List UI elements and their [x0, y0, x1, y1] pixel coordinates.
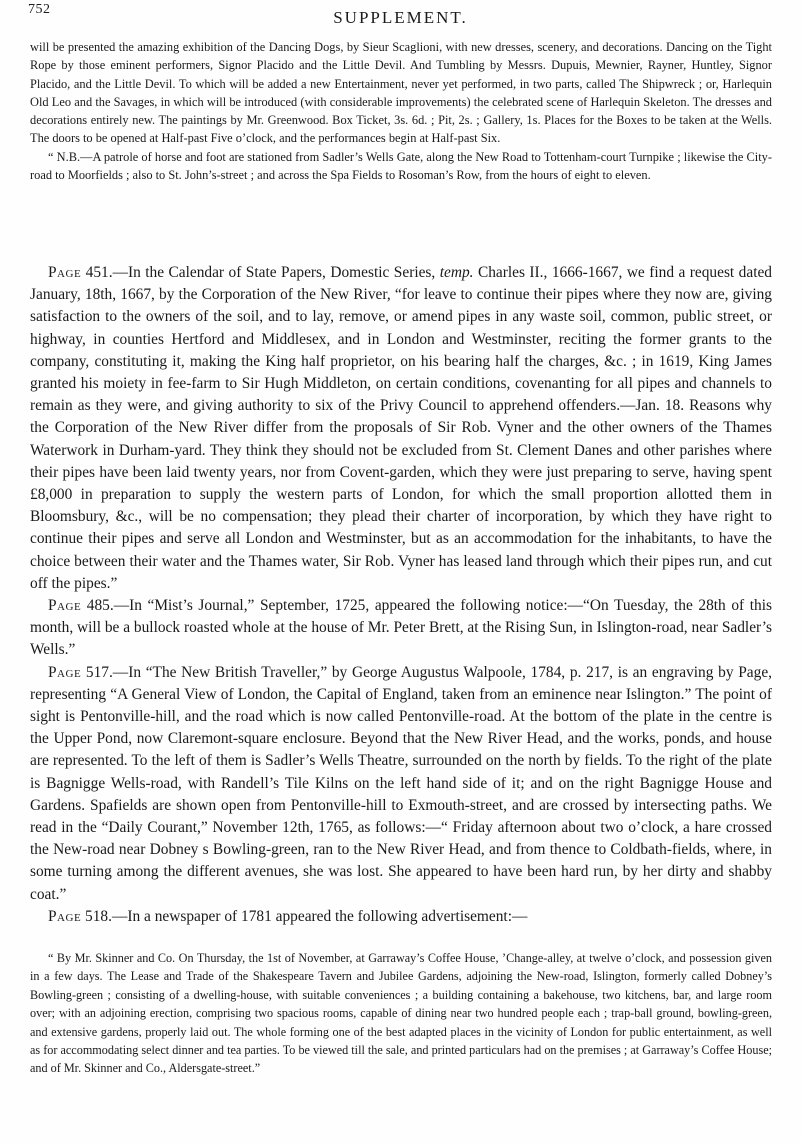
paragraph-page-518 — [30, 906, 772, 928]
paragraph-page-485 — [30, 595, 772, 662]
advertisement-paragraph: “ By Mr. Skinner and Co. On Thursday, the 1st of November, at Garraway’s Coffee House, ’Change-alley, at twelve o’clock, and possession given in a few days. The Lease and Trade of the Shakespeare Tavern and Jubilee Gardens, adjoining the New-road, Islington, formerly called Dobney’s Bowling-green ; consisting of a dwelling-house, with suitable conveniences ; a building containing a bakehouse, two kitchens, bar, and large room over; with an adjoining erection, comprising two spacious rooms, capable of dining near two hundred people each ; trap-ball ground, bowling-green, and extensive gardens, properly laid out. The whole forming one of the best adapted places in the vicinity of London for public entertainment, as well as for accommodating select dinner and tea parties. To be viewed till the sale, and printed particulars had on the premises ; at Garraway’s Coffee House; and of Mr. Skinner and Co., Aldersgate-street.” — [30, 951, 772, 1076]
paragraph-text: 517.—In “The New British Traveller,” by George Augustus Walpoole, 1784, p. 217, is an engraving by Page, representing “A General View of London, the Capital of England, taken from an eminence near Islington.” The point of sight is Pentonville-hill, and the road which is now called Pentonville-road. At the bottom of the plate in the centre is the Upper Pond, now Claremont-square enclosure. Beyond that the New River Head, and the works, ponds, and house are represented. To the left of them is Sadler’s Wells Theatre, surrounded on the north by fields. To the right of the plate is Bagnigge Wells-road, with Randell’s Tile Kilns on the left hand side of it; and on the right Bagnigge House and Gardens. Spafields are shown open from Pentonville-hill to Exmouth-street, and are crossed by intersecting paths. We read in the “Daily Courant,” November 12th, 1765, as follows:—“ Friday afternoon about two o’clock, a hare crossed the New-road near Dobney s Bowling-green, ran to the New River Head, and from thence to Coldbath-fields, where, in some turning among the different avenues, she was lost. She appeared to have been hard run, by her dirty and shabby coat.” — [30, 663, 772, 903]
paragraph-page-517 — [30, 662, 772, 906]
advertisement-quote-1781 — [30, 949, 772, 1078]
paragraph-text: 485.—In “Mist’s Journal,” September, 1725, appeared the following notice:—“On Tuesday, the 28th of this month, will be a bullock roasted whole at the house of Mr. Peter Brett, at the Rising Sun, in Islington-road, near Sadler’s Wells.” — [30, 597, 772, 659]
paragraph-text: Charles II., 1666-1667, we find a request dated January, 18th, 1667, by the Corporation of the New River, “for leave to continue their pipes where they now are, giving satisfaction to the owners of the soil, and to lay, remove, or amend pipes in any waste soil, common, public street, or highway, in counties Hertford and Middlesex, and in London and Westminster, reciting the former grants to the company, constituting it, making the King half proprietor, on his bearing half the charges, &c. ; in 1619, King James granted his moiety in fee-farm to Sir Hugh Middleton, on certain conditions, covenanting for all pipes and channels to remain as they were, and giving authority to six of the Privy Council to apprehend offenders.—Jan. 18. Reasons why the Corporation of the New River differ from the proposals of Sir Rob. Vyner and the other owners of the Thames Waterwork in Durham-yard. They think they should not be excluded from St. Clement Danes and other parishes where their pipes have been laid twenty years, nor from Covent-garden, which they were just preparing to serve, having spent £8,000 in preparation to supply the western parts of London, for which the small proportion allotted them in Bloomsbury, &c., will be no compensation; they plead their charter of incorporation, by which they have right to continue their pipes and serve all London and Westminster, but as an accommodation for the inhabitants, to have the choice between their water and the Thames water, Sir Rob. Vyner has leased land through which their pipes run, and cut off the pipes.” — [30, 264, 772, 592]
paragraph-page-451 — [30, 262, 772, 595]
advertisement-note: “ N.B.—A patrole of horse and foot are stationed from Sadler’s Wells Gate, along the New Road to Tottenham-court Turnpike ; likewise the City-road to Moorfields ; also to St. John’s-street ; and across the Spa Fields to Rosoman’s Row, from the hours of eight to eleven. — [30, 149, 772, 183]
page-ref-label: Page — [48, 264, 82, 281]
page-ref-label: Page — [48, 597, 82, 615]
advertisement-paragraph: will be presented the amazing exhibition of the Dancing Dogs, by Sieur Scaglioni, with new dresses, scenery, and decorations. Dancing on the Tight Rope by those eminent performers, Signor Placido and the Little Devil. And Tumbling by Messrs. Dupuis, Mewnier, Rayner, Huntley, Signor Placido, and the Little Devil. To which will be added a new Entertainment, never yet performed, in two parts, called The Shipwreck ; or, Harlequin Old Leo and the Savages, in which will be introduced (with considerable improvements) the celebrated scene of Harlequin Skeleton. The dresses and decorations entirely new. The paintings by Mr. Greenwood. Box Ticket, 3s. 6d. ; Pit, 2s. ; Gallery, 1s. Places for the Boxes to be taken at the Wells. The doors to be opened at Half-past Five o’clock, and the performances begin at Half-past Six. — [30, 40, 772, 146]
advertisement-quote — [30, 38, 772, 184]
page-ref-label: Page — [48, 663, 82, 681]
paragraph-text: 518.—In a newspaper of 1781 appeared the following advertisement:— — [81, 907, 528, 925]
page-number: 752 — [28, 2, 51, 17]
italic-term: temp. — [439, 264, 474, 281]
running-head: SUPPLEMENT. — [333, 8, 468, 27]
paragraph-text: 451.—In the Calendar of State Papers, Domestic Series, — [81, 264, 440, 281]
page-ref-label: Page — [48, 907, 82, 925]
main-text — [30, 262, 772, 928]
